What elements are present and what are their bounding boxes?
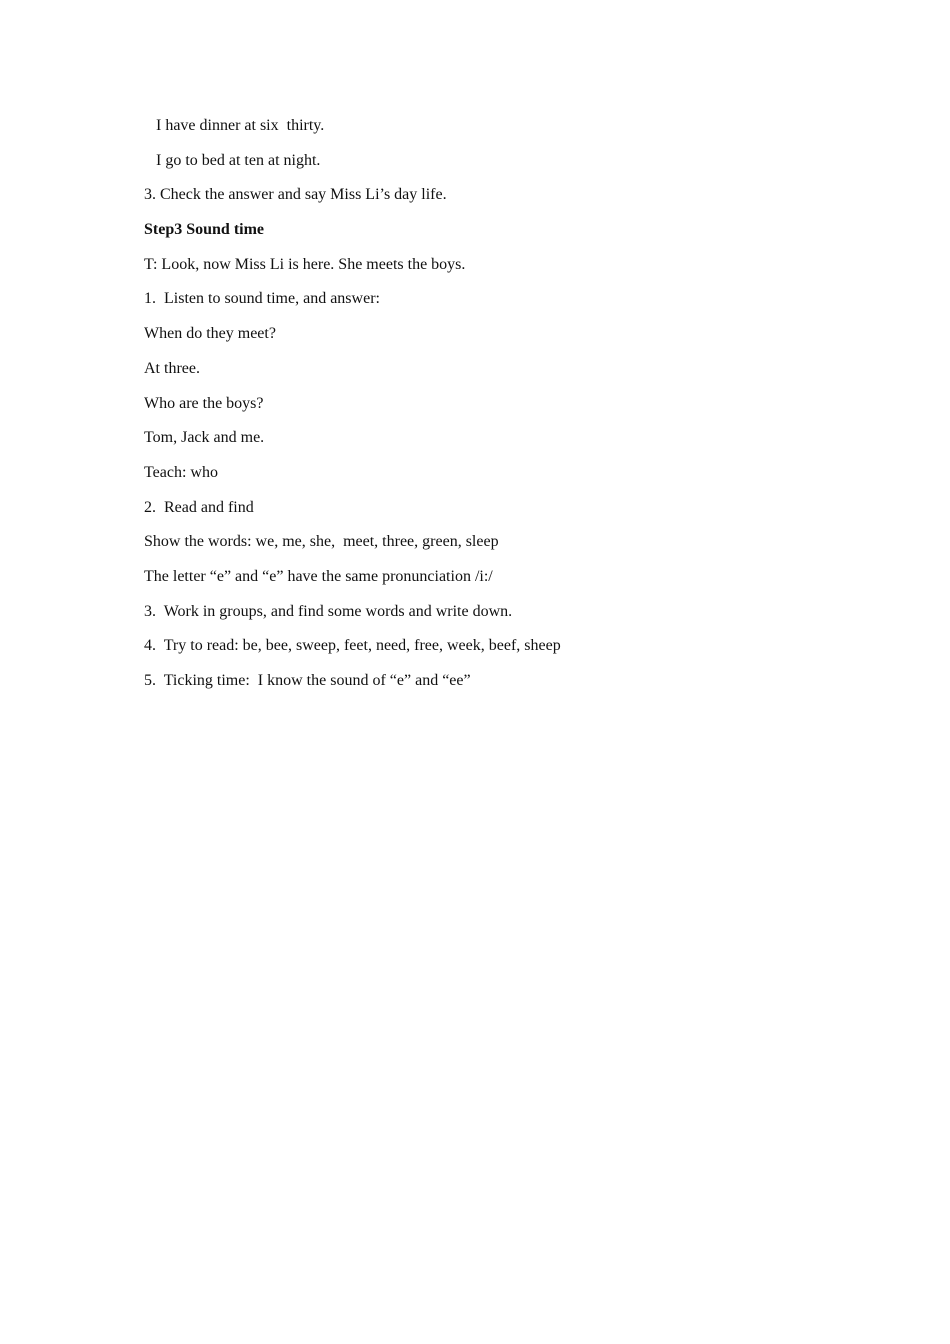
text-line: T: Look, now Miss Li is here. She meets the boys. [144, 255, 466, 273]
section-heading: Step3 Sound time [144, 221, 265, 239]
text-line: 2. Read and find [144, 498, 254, 516]
text-line: At three. [144, 359, 200, 377]
text-line: Teach: who [144, 463, 218, 481]
text-line: 3. Check the answer and say Miss Li’s day life. [144, 186, 447, 204]
text-line: When do they meet? [144, 325, 276, 343]
text-line: Show the words: we, me, she, meet, three, green, sleep [144, 533, 499, 551]
text-line: Who are the boys? [144, 394, 264, 412]
text-line: Tom, Jack and me. [144, 429, 265, 447]
text-line: I go to bed at ten at night. [156, 151, 321, 169]
document-body [144, 116, 824, 706]
text-line: 4. Try to read: be, bee, sweep, feet, need, free, week, beef, sheep [144, 637, 561, 655]
text-line: The letter “e” and “e” have the same pronunciation /i:/ [144, 567, 493, 585]
text-line: 5. Ticking time: I know the sound of “e” and “ee” [144, 672, 471, 689]
text-line: 1. Listen to sound time, and answer: [144, 290, 380, 308]
text-line: I have dinner at six thirty. [156, 117, 325, 134]
text-line: 3. Work in groups, and find some words and write down. [144, 602, 513, 620]
